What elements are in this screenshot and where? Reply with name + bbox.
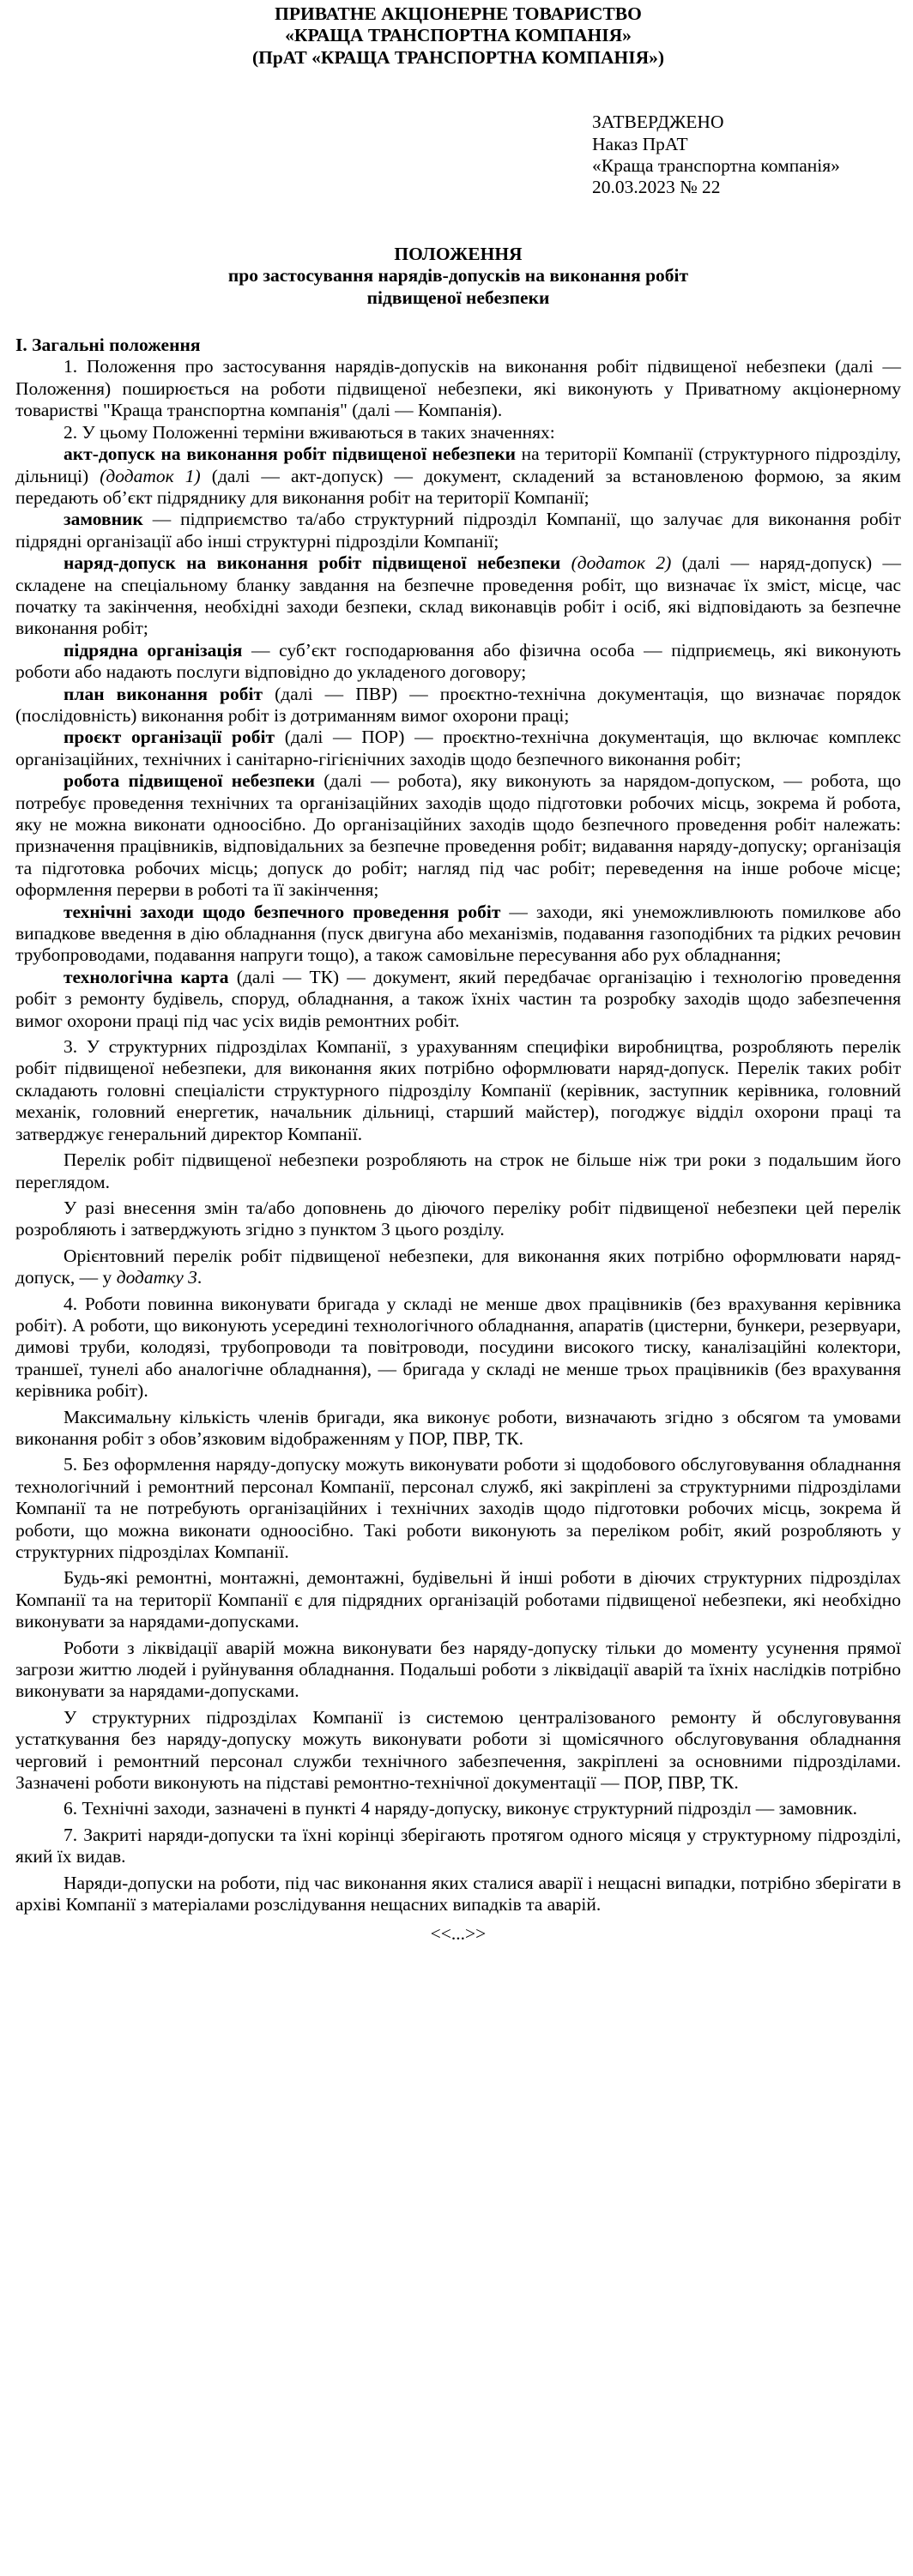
term-work-permit bbox=[15, 552, 901, 640]
term-name: проєкт організації робіт bbox=[63, 727, 275, 748]
paragraph-text-end: . bbox=[197, 1267, 203, 1288]
title-line-3: підвищеної небезпеки bbox=[366, 287, 550, 308]
org-name-line-3: (ПрАТ «КРАЩА ТРАНСПОРТНА КОМПАНІЯ») bbox=[251, 46, 665, 68]
term-customer bbox=[15, 509, 901, 552]
term-name: замовник bbox=[63, 509, 143, 530]
paragraph-7: 7. Закриті наряди-допуски та їхні корінці зберігають протягом одного місяця у структурному підрозділі, який їх видав. bbox=[15, 1824, 901, 1867]
paragraph-3: 3. У структурних підрозділах Компанії, з урахуванням специфіки виробництва, розробляють перелік робіт підвищеної небезпеки, для виконання яких потрібно оформлювати наряд-допуск. Перелік таких робіт складають головні спеціалісти структурного підрозділу Компанії (керівник, заступник керівника, головний механік, головний енергетик, начальник дільниці, старший майстер), погоджує відділ охорони праці та затверджує генеральний директор Компанії. bbox=[15, 1036, 901, 1144]
approval-line-3: «Краща транспортна компанія» bbox=[592, 155, 840, 177]
approval-line-2: Наказ ПрАТ bbox=[592, 133, 688, 154]
term-name: наряд-допуск на виконання робіт підвищеної небезпеки bbox=[63, 552, 561, 574]
term-technological-map bbox=[15, 967, 901, 1032]
term-high-risk-work bbox=[15, 770, 901, 901]
appendix-reference: (додаток 1) bbox=[100, 465, 201, 486]
term-definition: (далі — ПВР) — проєктно-технічна документація, що визначає порядок (послідовність) виконання робіт із дотриманням вимог охорони праці; bbox=[15, 683, 902, 726]
term-definition: (далі — робота), яку виконують за нарядом-допуском, — робота, що потребує проведення технічних та організаційних заходів щодо підготовки робочих місць, зокрема й робота, яку не можна виконати одноосібно. До організаційних заходів щодо безпечного проведення робіт належать: призначення працівників, відповідальних за безпечне проведення робіт; видавання наряду-допуску; організація та підготовка робочих місць; допуск до робіт; нагляд під час робіт; переведення на інше робоче місце; оформлення перерви в роботі та її закінчення; bbox=[15, 770, 902, 901]
paragraph-5d: У структурних підрозділах Компанії із системою централізованого ремонту й обслуговування устаткування без наряду-допуску можуть виконувати роботи зі щомісячного обслуговування обладнання черговий і ремонтний персонал служби технічного забезпечення, закріплені за основними підрозділами. Зазначені роботи виконують на підставі ремонтно-технічної документації — ПОР, ПВР, ТК. bbox=[15, 1706, 901, 1794]
paragraph-3d bbox=[15, 1246, 901, 1289]
term-act-admission bbox=[15, 443, 901, 509]
approval-date-number: 20.03.2023 № 22 bbox=[592, 177, 721, 198]
term-definition: (далі — наряд-допуск) — складене на спеціальному бланку завдання на безпечне проведення робіт, що визначає їх зміст, місце, час початку та закінчення, необхідні заходи безпеки, склад виконавців робіт і осіб, які відповідають за безпечне виконання робіт; bbox=[15, 552, 901, 639]
paragraph-3b: Перелік робіт підвищеної небезпеки розробляють на строк не більше ніж три роки з подальшим його переглядом. bbox=[15, 1149, 901, 1192]
section-heading: І. Загальні положення bbox=[15, 335, 201, 356]
paragraph-5c: Роботи з ліквідації аварій можна виконувати без наряду-допуску тільки до моменту усунення прямої загрози життю людей і руйнування обладнання. Подальші роботи з ліквідації аварій та їхніх наслідків потрібно виконувати за нарядами-допусками. bbox=[15, 1637, 901, 1702]
term-definition: — заходи, які унеможливлюють помилкове або випадкове введення в дію обладнання (пуск двигуна або механізмів, подавання газоподібних та рідких речовин трубопроводами, подавання напруги тощо), а також самовільне пересування або рух обладнання; bbox=[15, 901, 901, 966]
term-definition: (далі — ТК) — документ, який передбачає організацію і технологію проведення робіт з ремонту будівель, споруд, обладнання, а також їхніх частин та розробку заходів щодо забезпечення вимог охорони праці під час усіх видів ремонтних робіт. bbox=[15, 966, 901, 1031]
term-name: план виконання робіт bbox=[63, 683, 263, 704]
appendix-reference: додатку 3 bbox=[116, 1267, 197, 1288]
title-line-1: ПОЛОЖЕННЯ bbox=[394, 243, 523, 264]
paragraph-6: 6. Технічні заходи, зазначені в пункті 4 наряду-допуску, виконує структурний підрозділ — замовник. bbox=[63, 1798, 858, 1819]
org-name-line-1: ПРИВАТНЕ АКЦІОНЕРНЕ ТОВАРИСТВО bbox=[275, 3, 642, 24]
paragraph-5: 5. Без оформлення наряду-допуску можуть виконувати роботи зі щодобового обслуговування обладнання технологічний і ремонтний персонал Компанії, персонал служб, які закріплені за структурними підрозділами Компанії та не потребують організаційних і технічних заходів щодо підготовки робочих місць, зокрема й роботи, що можна виконати одноосібно. Такі роботи виконують за переліком робіт, який розробляють у структурних підрозділах Компанії. bbox=[15, 1454, 901, 1562]
term-name: акт-допуск на виконання робіт підвищеної небезпеки bbox=[63, 443, 516, 465]
paragraph-1: 1. Положення про застосування нарядів-допусків на виконання робіт підвищеної небезпеки (далі — Положення) поширюється на роботи підвищеної небезпеки, які виконують у Приватному акціонерному товаристві "Краща транспортна компанія" (далі — Компанія). bbox=[15, 356, 901, 421]
term-definition: (далі — акт-допуск) — документ, складений за встановленою формою, за яким передають об’єкт підряднику для виконання робіт на території Компанії; bbox=[15, 465, 901, 508]
term-text: на території Компанії (структурного підрозділу, дільниці) bbox=[15, 443, 902, 486]
term-technical-measures bbox=[15, 902, 901, 967]
approval-stamp bbox=[592, 112, 901, 199]
appendix-reference: (додаток 2) bbox=[560, 552, 672, 574]
title-line-2: про застосування нарядів-допусків на виконання робіт bbox=[227, 265, 689, 287]
paragraph-3c: У разі внесення змін та/або доповнень до діючого переліку робіт підвищеної небезпеки цей перелік розробляють і затверджують згідно з пунктом 3 цього розділу. bbox=[15, 1197, 901, 1240]
term-contractor bbox=[15, 640, 901, 684]
paragraph-5b: Будь-які ремонтні, монтажні, демонтажні, будівельні й інші роботи в діючих структурних підрозділах Компанії та на території Компанії є для підрядних організацій роботами підвищеної небезпеки, які необхідно виконувати за нарядами-допусками. bbox=[15, 1567, 901, 1632]
term-name: технологічна карта bbox=[63, 966, 229, 987]
document-title bbox=[15, 244, 901, 309]
approval-line-1: ЗАТВЕРДЖЕНО bbox=[592, 112, 724, 133]
term-definition: (далі — ПОР) — проєктно-технічна документація, що включає комплекс організаційних, технічних і санітарно-гігієнічних заходів щодо безпечного виконання робіт; bbox=[15, 727, 901, 769]
term-name: робота підвищеної небезпеки bbox=[63, 770, 316, 792]
organization-header bbox=[15, 3, 901, 69]
paragraph-4b: Максимальну кількість членів бригади, яка виконує роботи, визначають згідно з обсягом та умовами виконання робіт з обов’язковим відображенням у ПОР, ПВР, ТК. bbox=[15, 1406, 901, 1449]
paragraph-text: Орієнтовний перелік робіт підвищеної небезпеки, для виконання яких потрібно оформлювати наряд-допуск, — у bbox=[15, 1245, 901, 1288]
continuation-marker: <<...>> bbox=[430, 1922, 487, 1944]
term-definition: — суб’єкт господарювання або фізична особа — підприємець, які виконують роботи або надають послуги відповідно до укладеного договору; bbox=[15, 639, 901, 683]
term-definition: — підприємство та/або структурний підрозділ Компанії, що залучає для виконання робіт підрядні організації або інші структурні підрозділи Компанії; bbox=[15, 509, 901, 552]
paragraph-7b: Наряди-допуски на роботи, під час виконання яких сталися аварії і нещасні випадки, потрібно зберігати в архіві Компанії з матеріалами розслідування нещасних випадків та аварій. bbox=[15, 1872, 901, 1915]
term-name: технічні заходи щодо безпечного проведення робіт bbox=[63, 901, 501, 922]
paragraph-2: 2. У цьому Положенні терміни вживаються в таких значеннях: bbox=[63, 421, 555, 443]
term-work-plan bbox=[15, 684, 901, 727]
term-work-organization-project bbox=[15, 727, 901, 770]
paragraph-4: 4. Роботи повинна виконувати бригада у складі не менше двох працівників (без врахування керівника робіт). А роботи, що виконують усередині технологічного обладнання, апаратів (цистерни, бункери, резервуари, димові труби, колодязі, трубопроводи та повітроводи, посудини високого тиску, каналізаційні колектори, траншеї, тунелі або аналогічне обладнання), — бригада у складі не менше трьох працівників (без врахування керівника робіт). bbox=[15, 1293, 901, 1402]
org-name-line-2: «КРАЩА ТРАНСПОРТНА КОМПАНІЯ» bbox=[285, 25, 632, 46]
term-name: підрядна організація bbox=[63, 639, 243, 661]
